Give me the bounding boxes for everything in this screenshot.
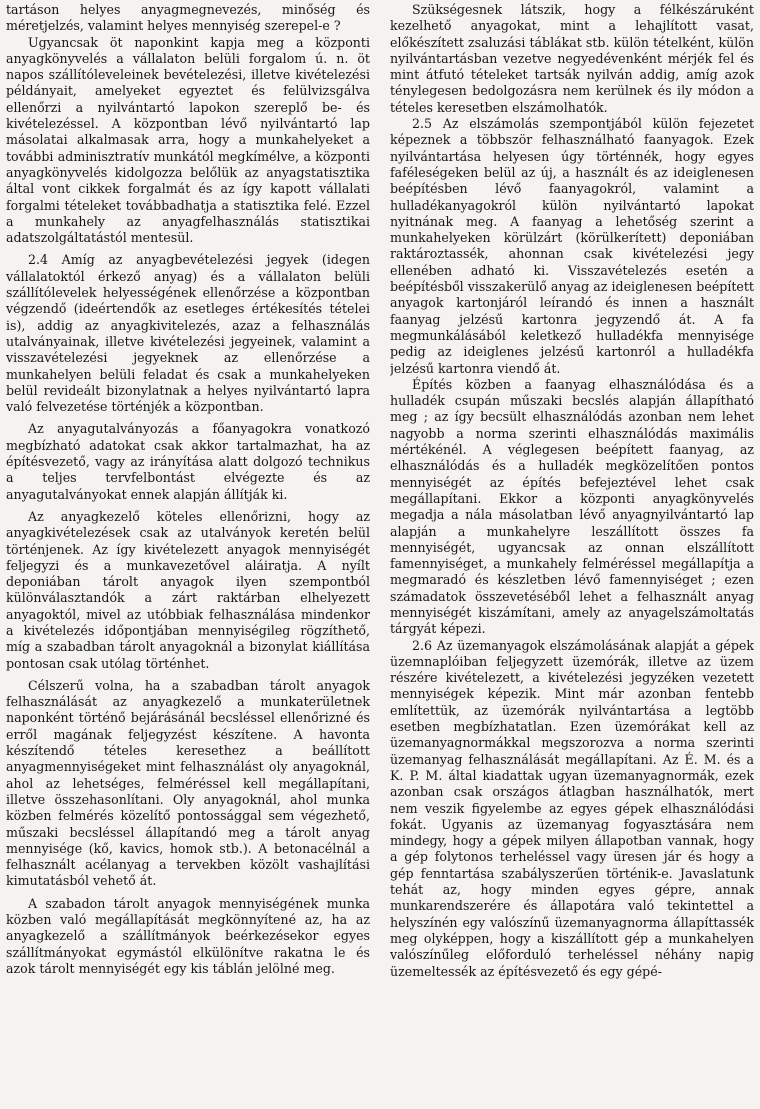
- paragraph-section-2-5: 2.5 Az elszámolás szempontjából külön fejezetet képeznek a többször felhasználható faanyagok. Ezek nyilvántartása helyesen úgy történnék, hogy egyes faféleségeken belül az új, a használt és az ideiglenesen beépítésben lévő faanyagokról, valamint a hulladékanyagokról külön nyilvántartó lapokat nyitnának meg. A faanyag a lehetőség szerint a munkahelyeken körülzárt (körülkerített) deponiában raktároztassék, ahonnan csak kivételezési jegy ellenében adható ki. Visszavételezés esetén a beépítésből visszakerülő anyag az ideiglenesen beépített anyagok kartonjáról leírandó és innen a használt faanyag jelzésű kartonra jegyzendő át. A fa megmunkálásából keletkező hulladékfa mennyisége pedig az ideiglenes jelzésű kartonról a hulladékfa jelzésű kartonra viendő át.: [390, 116, 754, 376]
- paragraph-section-2-4: 2.4 Amíg az anyagbevételezési jegyek (idegen vállalatoktól érkező anyag) és a vállalaton belüli szállítólevelek helyességének ellenőrzése a központban végzendő (ideértendők az esetleges értékesítés tételei is), addig az anyagkivitelezés, azaz a felhasználás utalványainak, illetve kivételezési jegyeinek, valamint a visszavételezési jegyeknek az ellenőrzése a munkahelyen belüli feladat és csak a munkahelyeken belül revideált bizonylatnak a helyes nyilvántartó lapra való felvezetése történjék a központban.: [6, 252, 370, 415]
- paragraph: A szabadon tárolt anyagok mennyiségének munka közben való megállapítását megkönnyítené az, ha az anyagkezelő a szállítmányok beérkezésekor egyes szállítmányokat egymástól elkülönítve rakatna le és azok tárolt mennyiségét egy kis táblán jelölné meg.: [6, 895, 370, 976]
- paragraph: Az anyagkezelő köteles ellenőrizni, hogy az anyagkivételezések csak az utalványok keretén belül történjenek. Az így kivételezett anyagok mennyiségét feljegyzi és a munkavezetővel aláiratja. A nyílt deponiában tárolt anyagok ilyen szempontból különválasztandók a zárt raktárban elhelyezett anyagoktól, mivel az utóbbiak felhasználása mindenkor a kivételezés időpontjában mennyiségileg rögzíthető, míg a szabadban tárolt anyagoknál a bizonylat kiállítása pontosan csak utólag történhet.: [6, 508, 370, 671]
- left-column: [6, 2, 370, 1109]
- paragraph: Építés közben a faanyag elhasználódása és a hulladék csupán műszaki becslés alapján állapítható meg ; az így becsült elhasználódás azonban nem lehet nagyobb a norma szerinti elhasználódás maximális mértékénél. A véglegesen beépített faanyag, az elhasználódás és a hulladék megközelítően pontos mennyiségét az építés befejeztével lehet csak megállapítani. Ekkor a központi anyagkönyvelés megadja a nála másolatban lévő anyagnyilvántartó lap alapján a munkahelyre leszállított összes fa mennyiségét, ugyancsak az onnan elszállított famennyiséget, a munkahely felméréssel megállapítja a megmaradó és készletben lévő famennyiséget ; ezen számadatok összevetéséből lehet a felhasznált anyag mennyiségét kiszámítani, amely az anyagelszámoltatás tárgyát képezi.: [390, 376, 754, 637]
- paragraph: Ugyancsak öt naponkint kapja meg a központi anyagkönyvelés a vállalaton belüli forgalom ú. n. öt napos szállítóleveleinek bevételezési, illetve kivételezési példányait, amelyeket egyeztet és felülvizsgálva ellenőrzi a nyilvántartó lapokon szereplő be- és kivételezéssel. A központban lévő nyilvántartó lap másolatai alkalmasak arra, hogy a munkahelyeket a további adminisztratív munkától megkímélve, a központi anyagkönyvelés kidolgozza belőlük az anyagstatisztika által vont cikkek forgalmát és az így kapott vállalati forgalmi tételeket továbbadhatja a statisztika felé. Ezzel a munkahely az anyagfelhasználás statisztikai adatszolgáltatástól mentesül.: [6, 34, 370, 246]
- paragraph: Szükségesnek látszik, hogy a félkészáruként kezelhető anyagokat, mint a lehajlított vasat, előkészített zsaluzási táblákat stb. külön tételként, külön nyilvántartásban vezetve negyedévenként mérjék fel és mint átfutó tételeket tartsák nyilván addig, amíg azok ténylegesen bedolgozásra nem kerülnek és ily módon a tételes keresetben elszámolhatók.: [390, 2, 754, 115]
- right-column: [390, 2, 754, 1109]
- paragraph: tartáson helyes anyagmegnevezés, minőség és méretjelzés, valamint helyes mennyiség szerepel-e ?: [6, 2, 370, 34]
- paragraph-section-2-6: 2.6 Az üzemanyagok elszámolásának alapját a gépek üzemnaplóiban feljegyzett üzemórák, illetve az üzem részére kivételezett, a kivételezési jegyzéken vezetett mennyiségek képezik. Mint már azonban fentebb említettük, az üzemórák nyilvántartása a legtöbb esetben megbízhatatlan. Ezen üzemórákat kell az üzemanyagnormákkal megszorozva a norma szerinti üzemanyag felhasználását megállapítani. Az É. M. és a K. P. M. által kiadattak ugyan üzemanyagnormák, ezek azonban csak országos átlagban használhatók, mert nem veszik figyelembe az egyes gépek elhasználódási fokát. Ugyanis az üzemanyag fogyasztására nem mindegy, hogy a gépek milyen állapotban vannak, hogy a gép folytonos terheléssel vagy üresen jár és hogy a gép fenntartása szabályszerűen történik-e. Javaslatunk tehát az, hogy minden egyes gépre, annak munkarendszerére és állapotára való tekintettel a helyszínén egy valószínű üzemanyagnorma állapíttassék meg olyképpen, hogy a kiszállított gép a munkahelyen valószínűleg előforduló terheléssel néhány napig üzemeltessék az építésvezető és egy gépé-: [390, 637, 754, 979]
- paragraph: Célszerű volna, ha a szabadban tárolt anyagok felhasználását az anyagkezelő a munkaterületnek naponként történő bejárásánál becsléssel ellenőrizné és erről magának feljegyzést készítene. A havonta készítendő tételes keresethez a beállított anyagmennyiségeket mint felhasználást oly anyagoknál, ahol az lehetséges, felméréssel kell megállapítani, illetve összehasonlítani. Oly anyagoknál, ahol munka közben felmérés közelítő pontossággal sem végezhető, műszaki becsléssel állapítandó meg a tárolt anyag mennyisége (kő, kavics, homok stb.). A betonacélnál a felhasznált acélanyag a tervekben közölt vashajlítási kimutatásból vehető át.: [6, 677, 370, 889]
- paragraph: Az anyagutalványozás a főanyagokra vonatkozó megbízható adatokat csak akkor tartalmazhat, ha az építésvezető, vagy az irányítása alatt dolgozó technikus a teljes tervfelbontást elvégezte és az anyagutalványokat ennek alapján állítják ki.: [6, 421, 370, 502]
